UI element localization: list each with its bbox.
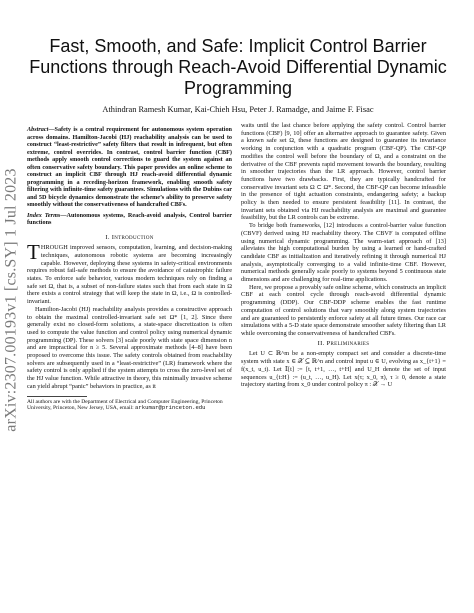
author-list: Athindran Ramesh Kumar, Kai-Chieh Hsu, Peter J. Ramadge, and Jaime F. Fisac [102,105,374,114]
index-terms-text: —Autonomous systems, Reach-avoid analysis, Control barrier functions [27,211,232,226]
author-email: arkumar@princeton.edu [135,404,206,412]
abstract [27,126,232,209]
author-footnote [27,399,232,413]
intro-paragraph-1 [27,240,232,306]
right-paragraph-3: Here, we propose a provably safe online scheme, which constructs an implicit CBF at each control cycle through reach-avoid differential dynamic programming (DDP). Our CBF-DDP scheme enables the fast runtime computation of control solutions that vary smoothly along system trajectories and are guaranteed to persistently enforce safety at all future times. Our race car simulations with a 5-D state space demonstrate smoother safety filtering than LR while overcoming the conservativeness of handcrafted CBFs. [241,283,446,337]
section-heading-preliminaries: II. Preliminaries [317,339,370,347]
right-paragraph-1: waits until the last chance before applying the safety control. Control barrier functions (CBF) [9, 10] offer an alternative approach to guarantee safety. Given a known safe set Ω, these functions are designed to guarantee its invariance working in conjunction with a quadratic program (CBF-QP). The CBF-QP modifies the control well before the boundary of Ω, and a constraint on the derivative of the CBF prevents rapid movement towards the boundary, resulting in smoother trajectories than the LR approach. However, control barrier functions have two drawbacks. First, they are typically handcrafted for conservative invariant sets Ω ⊂ Ω*. Second, the CBF-QP can become infeasible in the presence of tight actuation constraints, endangering safety; a backup policy is then needed to ensure persistent feasibility [11]. In contrast, the invariant sets obtained via HJ reachability analysis are maximal and guarantee feasibility, but the LR controls can be extreme. [241,122,446,222]
footnote-text: All authors are with the Department of Electrical and Computer Engineering, Princeton University, Princeton, New Jersey, USA, email: [27,398,223,412]
left-column [27,126,232,412]
abstract-label: Abstract [27,126,49,133]
footnote-divider [27,396,87,397]
intro-paragraph-2: Hamilton-Jacobi (HJ) reachability analysis provides a constructive approach to obtain the maximal controlled-invariant safe set Ω* [1, 2]. Since there generally exist no closed-form solutions, a state-space discretization is often used to compute the value function and control policy using numerical dynamic programming (DP). These solvers [3] scale poorly with state space dimension n and are impractical for n ≥ 5. Several approximate methods [4–8] have been proposed to overcome this issue. The safety controls obtained from reachability solvers are subsequently used in a “least-restrictive” (LR) framework where the safety control is only applied if the system attempts to cross the zero-level set of the HJ value function. While attractive in theory, this minimally invasive scheme can yield abrupt “panic” behaviors in practice, as it [27,305,232,390]
abstract-text: —Safety is a central requirement for autonomous system operation across domains. Hamilton-Jacobi (HJ) reachability analysis can be used to construct “least-restrictive” safety filters that result in infrequent, but often extreme, control overrides. In contrast, control barrier function (CBF) methods apply smooth control corrections to guard the system against an often conservative safety boundary. This paper provides an online scheme to construct an implicit CBF through HJ reach-avoid differential dynamic programming in a receding-horizon framework, enabling smooth safety filtering with infinite-time safety guarantees. Simulations with the Dubins car and 5D bicycle dynamics demonstrate the scheme’s ability to preserve safety smoothly without the conservativeness of handcrafted CBFs. [27,126,232,208]
intro-paragraph-1-text: HROUGH improved sensors, computation, learning, and decision-making techniques, autonomous robotic systems are becoming increasingly capable. However, deploying these systems in safety-critical environments requires robust fail-safe methods to ensure the avoidance of catastrophic failure states. To enforce safe behavior, various modern techniques rely on finding a safe set Ω, that is, a subset of non-failure states such that from each state in Ω there exists a control strategy that will keep the state in Ω, i.e., Ω is controlled-invariant. [27,244,232,306]
right-paragraph-2: To bridge both frameworks, [12] introduces a control-barrier value function (CBVF) derived using HJ reachability theory. The CBVF is computed offline using numerical dynamic programming. The warm-start approach of [13] alleviates the high computational burden by using a learned or hand-crafted candidate CBF as initialization and iteratively refining it through numerical HJ analysis, asymptotically converging to a valid infinite-time CBF. However, numerical methods generally scale poorly to systems beyond 5 continuous state dimensions and are challenging for real-time applications. [241,222,446,284]
index-terms-label: Index Terms [27,211,61,219]
section-heading-introduction: I. Introduction [105,233,154,241]
index-terms [27,212,232,227]
arxiv-identifier [4,100,20,500]
preliminaries-paragraph: Let U ⊂ ℝ^m be a non-empty compact set and consider a discrete-time system with state x ∈ 𝒳 ⊆ ℝ^n and control input u ∈ U, evolving as x_{t+1} = f(x_t, u_t). Let 𝕀[t] := [t, t+1, …, t+H] and U_H denote the set of input sequences u_{t:H} := (u_t, …, u_H). Let x(τ; x_0, π), τ ≥ 0, denote a state trajectory starting from x_0 under control policy π : 𝒳 → U [241,350,446,389]
drop-cap: T [27,240,40,265]
arxiv-identifier-text: arXiv:2307.00193v1 [cs.SY] 1 Jul 2023 [3,168,21,432]
right-column [241,122,446,389]
paper-title: Fast, Smooth, and Safe: Implicit Control Barrier Functions through Reach-Avoid Differential Dynamic Programming [29,36,447,98]
